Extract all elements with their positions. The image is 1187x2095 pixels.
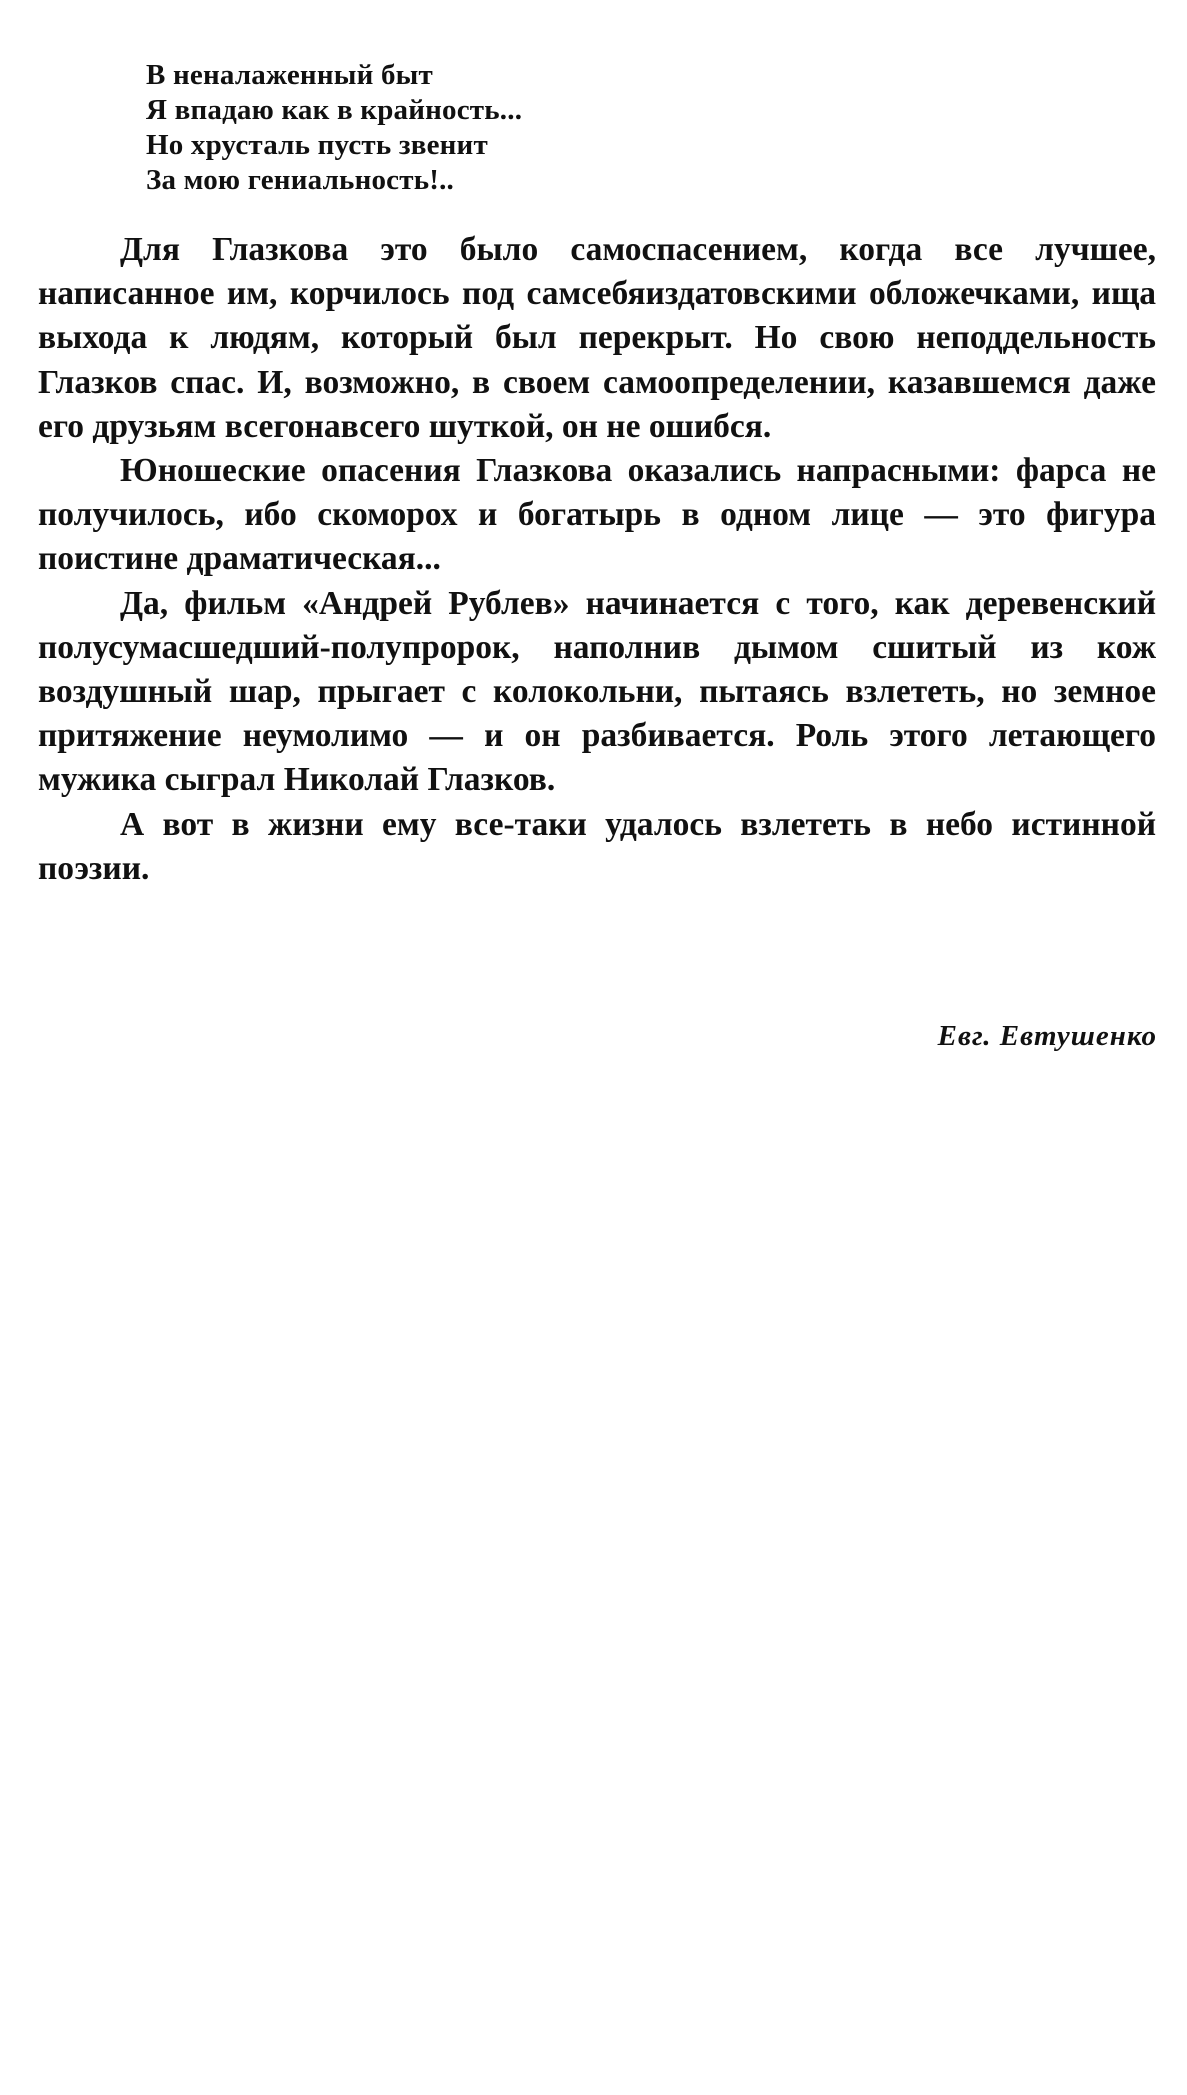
paragraph-3: Да, фильм «Андрей Рублев» начинается с того, как деревенский полусумасшедший-полупророк, наполнив дымом сшитый из кож воздушный шар, прыгает с колокольни, пытаясь взлететь, но земное притяжение неумолимо — и он разбивается. Роль этого летающего мужика сыграл Николай Глазков.	[38, 584, 1156, 799]
poem-stanza	[146, 58, 706, 198]
poem-line-3: Но хрусталь пусть звенит	[146, 129, 488, 161]
body-text	[38, 228, 1156, 891]
author-signature: Евг. Евтушенко	[937, 1020, 1157, 1052]
poem-line-2: Я впадаю как в крайность...	[146, 94, 523, 126]
poem-line-1: В неналаженный быт	[146, 59, 433, 91]
paragraph-4: А вот в жизни ему все-таки удалось взлететь в небо истинной поэзии.	[38, 805, 1156, 887]
poem-line-4: За мою гениальность!..	[146, 164, 454, 196]
paragraph-1: Для Глазкова это было самоспасением, когда все лучшее, написанное им, корчилось под самсебяиздатовскими обложечками, ища выхода к людям, который был перекрыт. Но свою неподдельность Глазков спас. И, возможно, в своем самоопределении, казавшемся даже его друзьям всегонавсего шуткой, он не ошибся.	[38, 231, 1156, 445]
paragraph-2: Юношеские опасения Глазкова оказались напрасными: фарса не получилось, ибо скоморох и богатырь в одном лице — это фигура поистине драматическая...	[38, 452, 1156, 578]
